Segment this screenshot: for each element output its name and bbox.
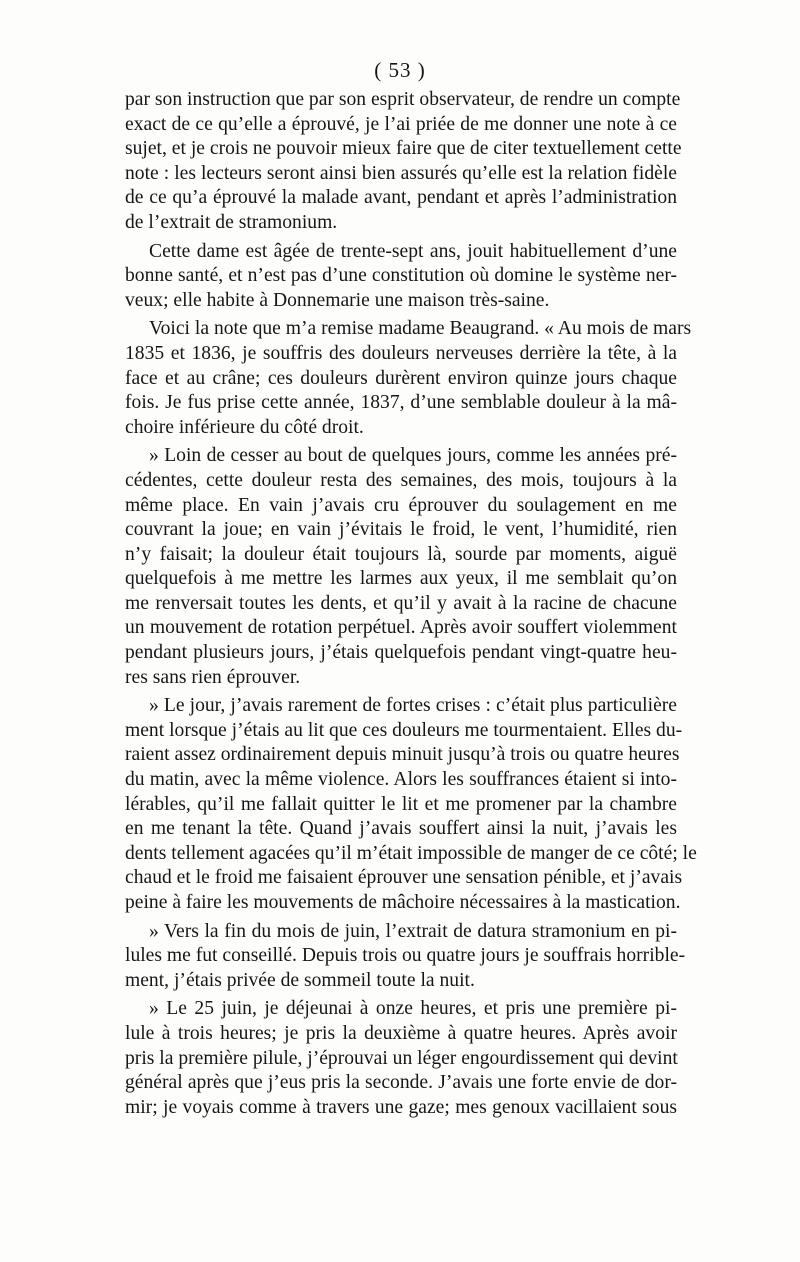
text-line: 1835 et 1836, je souffris des douleurs nerveuses derrière la tête, à la: [125, 342, 677, 364]
text-line: peine à faire les mouvements de mâchoire nécessaires à la mastication.: [125, 892, 681, 913]
text-line: chaud et le froid me faisaient éprouver une sensation pénible, et j’avais: [125, 867, 683, 889]
text-line: cédentes, cette douleur resta des semaines, des mois, toujours à la: [125, 469, 677, 491]
text-line: sujet, et je crois ne pouvoir mieux faire que de citer textuellement cette: [125, 138, 682, 160]
body-text: [125, 88, 697, 1124]
text-line: de l’extrait de stramonium.: [125, 211, 338, 233]
text-line: par son instruction que par son esprit observateur, de rendre un compte: [125, 89, 681, 110]
text-line: » Le jour, j’avais rarement de fortes crises : c’était plus particulière: [149, 695, 677, 717]
text-line: ment, j’étais privée de sommeil toute la nuit.: [125, 969, 475, 991]
paragraph: [125, 920, 686, 994]
paragraph: [125, 88, 682, 236]
text-line: » Le 25 juin, je déjeunai à onze heures, et pris une première pi-: [149, 998, 677, 1020]
page-number: ( 53 ): [374, 58, 426, 82]
text-line: note : les lecteurs seront ainsi bien assurés qu’elle est la relation fidèle: [125, 162, 677, 184]
text-line: choire inférieure du côté droit.: [125, 416, 364, 438]
paragraph: [125, 444, 677, 690]
text-line: quelquefois à me mettre les larmes aux yeux, il me semblait qu’on: [125, 568, 677, 590]
text-line: lules me fut conseillé. Depuis trois ou quatre jours je souffrais horrible-: [125, 945, 686, 967]
paragraph: [125, 997, 677, 1120]
text-line: pendant plusieurs jours, j’étais quelquefois pendant vingt-quatre heu-: [125, 642, 677, 664]
text-line: » Vers la fin du mois de juin, l’extrait de datura stramonium en pi-: [149, 920, 677, 942]
text-line: lule à trois heures; je pris la deuxième à quatre heures. Après avoir: [125, 1022, 677, 1044]
text-line: face et au crâne; ces douleurs durèrent environ quinze jours chaque: [125, 367, 677, 389]
text-line: pris la première pilule, j’éprouvai un léger engourdissement qui devint: [125, 1047, 678, 1069]
text-line: de ce qu’a éprouvé la malade avant, pendant et après l’administration: [125, 187, 677, 209]
text-line: » Loin de cesser au bout de quelques jours, comme les années pré-: [149, 445, 677, 467]
paragraph: [125, 694, 697, 915]
text-line: res sans rien éprouver.: [125, 666, 301, 688]
text-line: dents tellement agacées qu’il m’était impossible de manger de ce côté; le: [125, 842, 697, 864]
text-line: lérables, qu’il me fallait quitter le lit et me promener par la chambre: [125, 793, 677, 815]
text-line: exact de ce qu’elle a éprouvé, je l’ai priée de me donner une note à ce: [125, 113, 677, 135]
text-line: général après que j’eus pris la seconde. J’avais une forte envie de dor-: [125, 1072, 677, 1094]
text-line: raient assez ordinairement depuis minuit jusqu’à trois ou quatre heures: [125, 744, 680, 766]
text-line: même place. En vain j’avais cru éprouver du soulagement en me: [125, 494, 677, 516]
text-line: ment lorsque j’étais au lit que ces douleurs me tourmentaient. Elles du-: [125, 719, 683, 741]
text-line: bonne santé, et n’est pas d’une constitution où domine le système ner-: [125, 265, 677, 287]
text-line: couvrant la joue; en vain j’évitais le froid, le vent, l’humidité, rien: [125, 519, 677, 541]
text-line: me renversait toutes les dents, et qu’il y avait à la racine de chacune: [125, 592, 677, 614]
text-line: du matin, avec la même violence. Alors les souffrances étaient si into-: [125, 769, 677, 791]
text-line: fois. Je fus prise cette année, 1837, d’une semblable douleur à la mâ-: [125, 392, 677, 414]
text-line: veux; elle habite à Donnemarie une maison très-saine.: [125, 289, 550, 311]
paragraph: [125, 240, 677, 314]
text-line: Voici la note que m’a remise madame Beaugrand. « Au mois de mars: [149, 318, 692, 340]
text-line: Cette dame est âgée de trente-sept ans, jouit habituellement d’une: [149, 240, 677, 262]
text-line: un mouvement de rotation perpétuel. Après avoir souffert violemment: [125, 617, 677, 639]
text-line: mir; je voyais comme à travers une gaze; mes genoux vacillaient sous: [125, 1096, 677, 1118]
text-line: n’y faisait; la douleur était toujours là, sourde par moments, aiguë: [125, 543, 677, 565]
paragraph: [125, 317, 692, 440]
text-line: en me tenant la tête. Quand j’avais souffert ainsi la nuit, j’avais les: [125, 818, 677, 840]
